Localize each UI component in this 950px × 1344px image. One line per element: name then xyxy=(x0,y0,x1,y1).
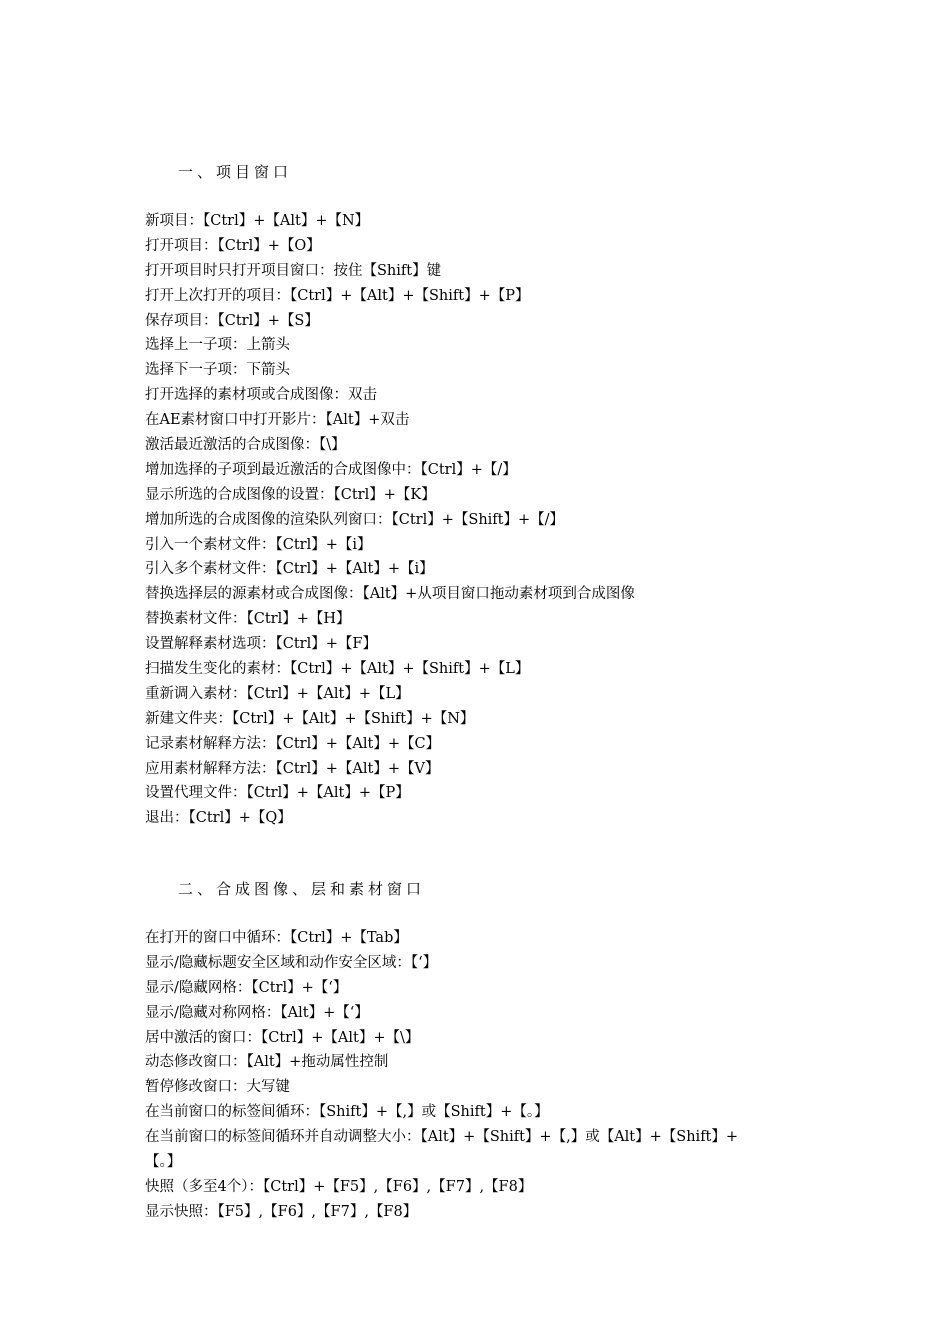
shortcut-line: 引入多个素材文件：【Ctrl】+【Alt】+【i】 xyxy=(145,561,434,578)
shortcut-line: 增加选择的子项到最近激活的合成图像中：【Ctrl】+【/】 xyxy=(145,461,517,478)
section-heading: 一、项目窗口 xyxy=(178,163,293,181)
section-project-window xyxy=(145,160,825,831)
shortcut-line: 动态修改窗口：【Alt】+拖动属性控制 xyxy=(145,1054,389,1071)
shortcut-line: 暂停修改窗口：大写键 xyxy=(145,1079,290,1096)
shortcut-line: 替换选择层的源素材或合成图像：【Alt】+从项目窗口拖动素材项到合成图像 xyxy=(145,586,635,603)
shortcut-line: 选择下一子项：下箭头 xyxy=(145,362,290,379)
shortcut-line: 【。】 xyxy=(145,1154,182,1171)
section-heading: 二、合成图像、层和素材窗口 xyxy=(178,880,426,898)
shortcut-line: 显示所选的合成图像的设置：【Ctrl】+【K】 xyxy=(145,486,436,503)
shortcut-line: 退出：【Ctrl】+【Q】 xyxy=(145,810,292,827)
shortcut-line: 激活最近激活的合成图像：【\】 xyxy=(145,437,346,454)
shortcut-line: 在当前窗口的标签间循环：【Shift】+【,】或【Shift】+【。】 xyxy=(145,1104,549,1121)
shortcut-line: 替换素材文件：【Ctrl】+【H】 xyxy=(145,611,351,628)
shortcut-line: 扫描发生变化的素材：【Ctrl】+【Alt】+【Shift】+【L】 xyxy=(145,661,530,678)
shortcut-line: 在AE素材窗口中打开影片：【Alt】+双击 xyxy=(145,412,410,429)
shortcut-line: 记录素材解释方法：【Ctrl】+【Alt】+【C】 xyxy=(145,735,441,752)
shortcut-line: 打开上次打开的项目：【Ctrl】+【Alt】+【Shift】+【P】 xyxy=(145,287,530,304)
shortcut-line: 显示/隐藏网格：【Ctrl】+【‘】 xyxy=(145,979,348,996)
shortcut-line: 打开项目时只打开项目窗口：按住【Shift】键 xyxy=(145,262,442,279)
shortcut-line: 设置代理文件：【Ctrl】+【Alt】+【P】 xyxy=(145,785,410,802)
shortcut-line: 打开选择的素材项或合成图像：双击 xyxy=(145,387,377,404)
shortcut-line: 增加所选的合成图像的渲染队列窗口：【Ctrl】+【Shift】+【/】 xyxy=(145,511,565,528)
shortcut-line: 打开项目：【Ctrl】+【O】 xyxy=(145,237,321,254)
shortcut-line: 保存项目：【Ctrl】+【S】 xyxy=(145,312,319,329)
shortcut-line: 在当前窗口的标签间循环并自动调整大小：【Alt】+【Shift】+【,】或【Alt】+【Shift】+ xyxy=(145,1129,739,1146)
shortcut-line: 显示/隐藏标题安全区域和动作安全区域：【‘】 xyxy=(145,954,438,971)
shortcut-line: 快照（多至4个）：【Ctrl】+【F5】,【F6】,【F7】,【F8】 xyxy=(145,1178,533,1195)
section-composition-layer-footage-window xyxy=(145,877,825,1225)
shortcut-list xyxy=(145,209,825,831)
shortcut-line: 显示/隐藏对称网格：【Alt】+【‘】 xyxy=(145,1004,369,1021)
shortcut-line: 重新调入素材：【Ctrl】+【Alt】+【L】 xyxy=(145,685,410,702)
shortcut-line: 居中激活的窗口：【Ctrl】+【Alt】+【\】 xyxy=(145,1029,420,1046)
shortcut-line: 应用素材解释方法：【Ctrl】+【Alt】+【V】 xyxy=(145,760,440,777)
shortcut-line: 新建文件夹：【Ctrl】+【Alt】+【Shift】+【N】 xyxy=(145,710,475,727)
shortcut-line: 设置解释素材选项：【Ctrl】+【F】 xyxy=(145,636,377,653)
shortcut-list xyxy=(145,926,825,1225)
shortcut-line: 引入一个素材文件：【Ctrl】+【i】 xyxy=(145,536,372,553)
shortcut-line: 选择上一子项：上箭头 xyxy=(145,337,290,354)
shortcut-line: 在打开的窗口中循环：【Ctrl】+【Tab】 xyxy=(145,930,408,946)
shortcut-line: 新项目：【Ctrl】+【Alt】+【N】 xyxy=(145,213,370,229)
shortcut-line: 显示快照：【F5】,【F6】,【F7】,【F8】 xyxy=(145,1203,418,1220)
